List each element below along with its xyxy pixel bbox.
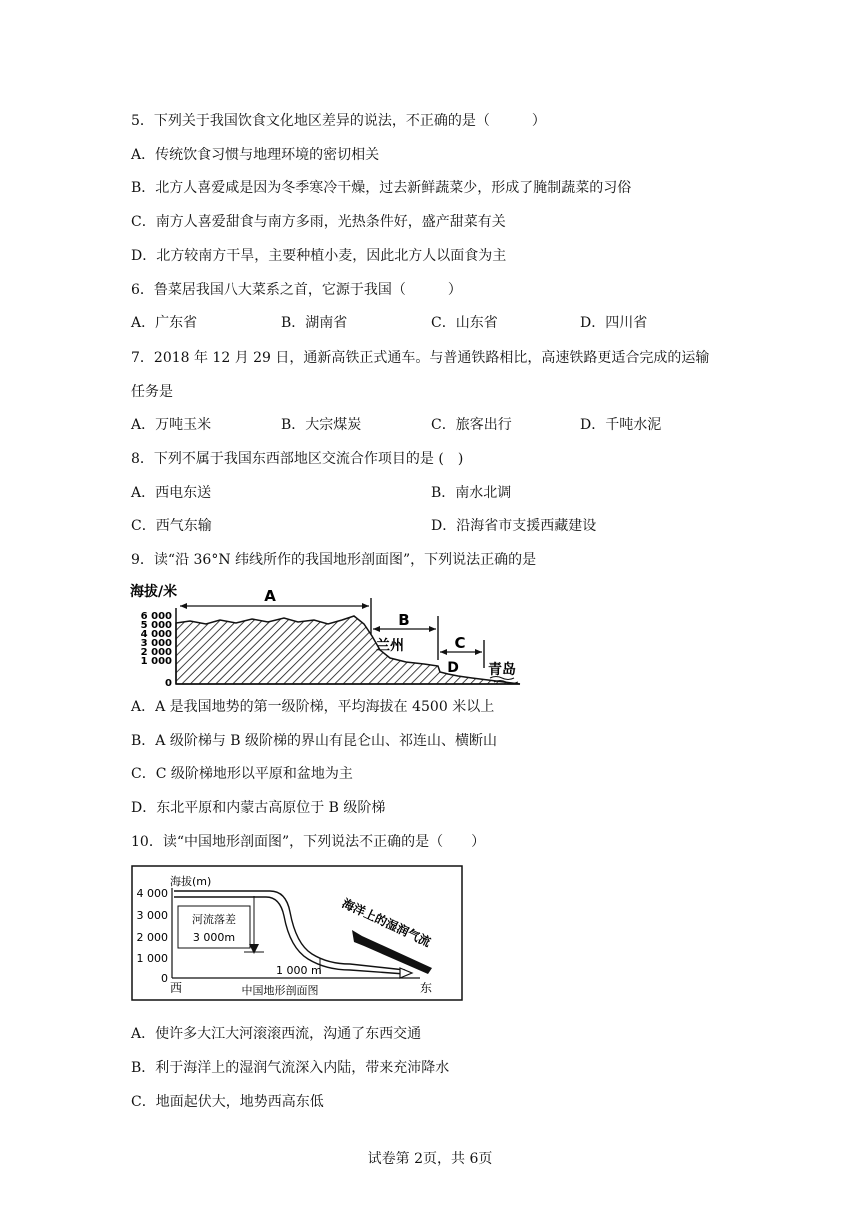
east-label: 东 <box>420 981 433 995</box>
profile-ytick: 5 000 <box>140 620 172 631</box>
q5-option-b: B．北方人喜爱咸是因为冬季寒冷干燥，过去新鲜蔬菜少，形成了腌制蔬菜的习俗 <box>131 180 632 196</box>
profile2-ytick: 4 000 <box>136 887 168 900</box>
profile2-ytick: 3 000 <box>136 909 168 922</box>
china-terrain-profile-figure <box>130 864 465 1004</box>
q7-stem-line1: 7．2018 年 12 月 29 日，通新高铁正式通车。与普通铁路相比，高速铁路更适合完成的运输 <box>131 350 710 366</box>
q8-option-d: D．沿海省市支援西藏建设 <box>431 518 597 534</box>
profile2-ytick: 1 000 <box>136 952 168 965</box>
river-drop-label: 河流落差 <box>192 913 236 926</box>
q7-option-c: C．旅客出行 <box>431 417 512 433</box>
q8-stem: 8．下列不属于我国东西部地区交流合作项目的是 ( ) <box>131 451 464 467</box>
region-c-label: C <box>454 634 466 652</box>
q7-option-b: B．大宗煤炭 <box>281 417 362 433</box>
profile-ylabel: 海拔/米 <box>130 584 178 600</box>
q6-option-d: D．四川省 <box>580 315 648 331</box>
profile-ytick: 4 000 <box>140 629 172 640</box>
profile-ytick: 1 000 <box>140 656 172 667</box>
q8-option-a: A．西电东送 <box>131 485 212 501</box>
region-d-label: D <box>447 660 459 676</box>
q8-option-c: C．西气东输 <box>131 518 212 534</box>
q10-option-b: B．利于海洋上的湿润气流深入内陆，带来充沛降水 <box>131 1060 450 1076</box>
humid-airflow-label: 海洋上的湿润气流 <box>339 896 433 950</box>
q5-option-a: A．传统饮食习惯与地理环境的密切相关 <box>131 147 380 163</box>
q9-option-d: D．东北平原和内蒙古高原位于 B 级阶梯 <box>131 800 386 816</box>
region-a-label: A <box>264 587 276 605</box>
profile2-ytick: 0 <box>161 972 168 985</box>
q7-stem-line2: 任务是 <box>131 384 173 400</box>
q10-option-a: A．使许多大江大河滚滚西流，沟通了东西交通 <box>131 1026 422 1042</box>
profile-ytick: 0 <box>165 678 172 688</box>
terrain-profile-36n-figure <box>128 576 528 688</box>
q9-option-a: A．A 是我国地势的第一级阶梯，平均海拔在 4500 米以上 <box>131 699 495 715</box>
profile2-ylabel: 海拔(m) <box>170 875 212 888</box>
q6-option-b: B．湖南省 <box>281 315 348 331</box>
q5-option-c: C．南方人喜爱甜食与南方多雨，光热条件好，盛产甜菜有关 <box>131 214 506 230</box>
q8-option-b: B．南水北调 <box>431 485 512 501</box>
q9-option-b: B．A 级阶梯与 B 级阶梯的界山有昆仑山、祁连山、横断山 <box>131 733 498 749</box>
river-drop-value: 3 000m <box>192 931 236 944</box>
q9-stem: 9．读“沿 36°N 纬线所作的我国地形剖面图”，下列说法正确的是 <box>131 552 537 568</box>
q6-stem: 6．鲁菜居我国八大菜系之首，它源于我国（ ） <box>131 282 462 298</box>
q6-option-c: C．山东省 <box>431 315 498 331</box>
q7-option-d: D．千吨水泥 <box>580 417 662 433</box>
drop-1000m-label: 1 000 m <box>276 964 322 977</box>
q9-option-c: C．C 级阶梯地形以平原和盆地为主 <box>131 766 353 782</box>
q10-option-c: C．地面起伏大，地势西高东低 <box>131 1094 324 1110</box>
profile-ytick: 2 000 <box>140 647 172 658</box>
west-label: 西 <box>170 981 183 995</box>
region-b-label: B <box>398 611 410 629</box>
q6-option-a: A．广东省 <box>131 315 198 331</box>
q10-stem: 10．读“中国地形剖面图”，下列说法不正确的是（ ） <box>131 834 486 850</box>
page-footer: 试卷第 2页，共 6页 <box>367 1151 493 1167</box>
profile2-caption: 中国地形剖面图 <box>241 984 319 997</box>
profile-ytick: 6 000 <box>140 611 172 622</box>
city-qingdao-label: 青岛 <box>488 662 516 678</box>
profile-ytick: 3 000 <box>140 638 172 649</box>
profile-terrain <box>176 616 520 684</box>
profile2-ytick: 2 000 <box>136 931 168 944</box>
city-lanzhou-label: 兰州 <box>376 638 404 654</box>
q7-option-a: A．万吨玉米 <box>131 417 212 433</box>
q5-stem: 5．下列关于我国饮食文化地区差异的说法，不正确的是（ ） <box>131 113 546 129</box>
q5-option-d: D．北方较南方干旱，主要种植小麦，因此北方人以面食为主 <box>131 248 507 264</box>
